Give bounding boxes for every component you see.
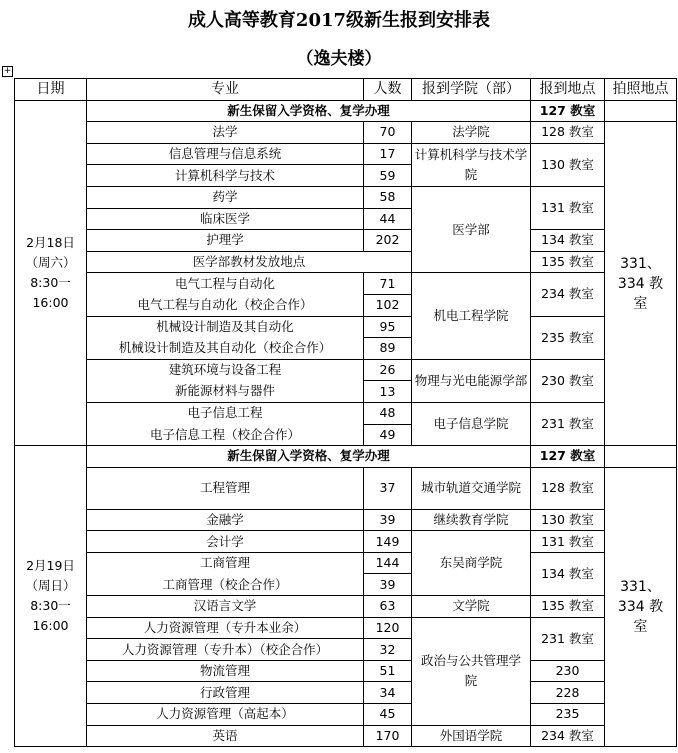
header-count: 人数 (364, 79, 412, 101)
major: 机械设计制造及其自动化（校企合作） (87, 338, 364, 360)
major: 电子信息工程（校企合作） (87, 424, 364, 446)
count: 170 (364, 725, 412, 746)
special-room: 127 教室 (531, 446, 605, 468)
weekday: （周日） (25, 577, 76, 593)
major: 建筑环境与设备工程 (87, 359, 364, 381)
major: 行政管理 (87, 682, 364, 704)
header-major: 专业 (87, 79, 364, 101)
table-row (15, 467, 677, 509)
document-title: 成人高等教育2017级新生报到安排表 (187, 10, 491, 31)
major: 临床医学 (87, 208, 364, 230)
count: 149 (364, 531, 412, 553)
major: 工程管理 (87, 467, 364, 509)
room: 231 教室 (531, 617, 605, 660)
document-subtitle: （逸夫楼） (296, 49, 382, 69)
major: 汉语言文学 (87, 596, 364, 618)
count: 13 (364, 381, 412, 403)
special-label: 新生保留入学资格、复学办理 (87, 446, 531, 468)
photo-room: 331、334 教室 (605, 467, 677, 746)
count: 51 (364, 660, 412, 682)
table-row (15, 230, 677, 252)
schedule-table (14, 78, 677, 747)
table-row (15, 725, 677, 746)
major: 计算机科学与技术 (87, 165, 364, 187)
major: 金融学 (87, 509, 364, 531)
count: 32 (364, 639, 412, 661)
room: 231 教室 (531, 402, 605, 445)
major: 人力资源管理（专升本业余） (87, 617, 364, 639)
college: 物理与光电能源学部 (412, 359, 531, 402)
header-date: 日期 (15, 79, 87, 101)
table-row (15, 509, 677, 531)
table-row (15, 100, 677, 122)
major: 会计学 (87, 531, 364, 553)
date: 2月18日 (26, 234, 75, 250)
header-photo: 拍照地点 (605, 79, 677, 101)
room: 134 教室 (531, 552, 605, 595)
major: 药学 (87, 186, 364, 208)
count: 34 (364, 682, 412, 704)
room: 235 (531, 704, 605, 726)
time-end: 16:00 (32, 617, 69, 633)
count: 58 (364, 186, 412, 208)
major: 物流管理 (87, 660, 364, 682)
major: 电子信息工程 (87, 402, 364, 424)
header-college: 报到学院（部） (412, 79, 531, 101)
table-move-handle-icon[interactable]: + (3, 66, 12, 76)
room: 128 教室 (531, 122, 605, 144)
room: 135 教室 (531, 596, 605, 618)
table-row (15, 596, 677, 618)
college: 机电工程学院 (412, 273, 531, 359)
table-row (15, 273, 677, 295)
count: 102 (364, 294, 412, 316)
count: 39 (364, 509, 412, 531)
major: 电气工程与自动化 (87, 273, 364, 295)
table-row (15, 617, 677, 639)
room: 130 教室 (531, 509, 605, 531)
room: 234 教室 (531, 725, 605, 746)
photo-room: 331、334 教室 (605, 122, 677, 446)
table-row (15, 251, 677, 273)
time-start: 8:30一 (30, 274, 71, 290)
college: 医学部 (412, 186, 531, 272)
major: 电气工程与自动化（校企合作） (87, 294, 364, 316)
table-row (15, 660, 677, 682)
major: 新能源材料与器件 (87, 381, 364, 403)
room: 228 (531, 682, 605, 704)
count: 39 (364, 574, 412, 596)
table-row (15, 316, 677, 338)
college: 外国语学院 (412, 725, 531, 746)
college: 电子信息学院 (412, 402, 531, 445)
college: 东吴商学院 (412, 531, 531, 596)
count: 144 (364, 552, 412, 574)
major: 信息管理与信息系统 (87, 143, 364, 165)
date-cell (15, 100, 87, 446)
room: 128 教室 (531, 467, 605, 509)
photo-empty (605, 446, 677, 468)
major: 医学部教材发放地点 (87, 251, 412, 273)
major: 工商管理（校企合作） (87, 574, 364, 596)
table-row (15, 531, 677, 553)
room: 130 教室 (531, 143, 605, 186)
major: 机械设计制造及其自动化 (87, 316, 364, 338)
count: 26 (364, 359, 412, 381)
count: 45 (364, 704, 412, 726)
college: 计算机科学与技术学院 (412, 143, 531, 186)
count: 63 (364, 596, 412, 618)
special-label: 新生保留入学资格、复学办理 (87, 100, 531, 122)
college: 继续教育学院 (412, 509, 531, 531)
count: 202 (364, 230, 412, 252)
count: 95 (364, 316, 412, 338)
date: 2月19日 (26, 557, 75, 573)
college: 法学院 (412, 122, 531, 144)
weekday: （周六） (25, 254, 76, 270)
table-row (15, 122, 677, 144)
header-location: 报到地点 (531, 79, 605, 101)
count: 48 (364, 402, 412, 424)
room: 230 (531, 660, 605, 682)
table-row (15, 402, 677, 424)
major: 护理学 (87, 230, 364, 252)
college: 政治与公共管理学院 (412, 617, 531, 725)
time-end: 16:00 (32, 294, 69, 310)
room: 134 教室 (531, 230, 605, 252)
header-row (15, 79, 677, 101)
count: 59 (364, 165, 412, 187)
count: 71 (364, 273, 412, 295)
major: 法学 (87, 122, 364, 144)
count: 49 (364, 424, 412, 446)
special-room: 127 教室 (531, 100, 605, 122)
count: 44 (364, 208, 412, 230)
room: 234 教室 (531, 273, 605, 316)
count: 37 (364, 467, 412, 509)
count: 17 (364, 143, 412, 165)
table-row (15, 704, 677, 726)
table-row (15, 446, 677, 468)
count: 70 (364, 122, 412, 144)
table-row (15, 359, 677, 381)
date-cell (15, 446, 87, 747)
table-row (15, 186, 677, 208)
room: 235 教室 (531, 316, 605, 359)
room: 230 教室 (531, 359, 605, 402)
count: 89 (364, 338, 412, 360)
college: 城市轨道交通学院 (412, 467, 531, 509)
major: 人力资源管理（高起本） (87, 704, 364, 726)
college: 文学院 (412, 596, 531, 618)
room: 131 教室 (531, 186, 605, 229)
room: 131 教室 (531, 531, 605, 553)
photo-empty (605, 100, 677, 122)
time-start: 8:30一 (30, 597, 71, 613)
table-row (15, 682, 677, 704)
major: 人力资源管理（专升本）（校企合作） (87, 639, 364, 661)
room: 135 教室 (531, 251, 605, 273)
table-row (15, 143, 677, 165)
table-row (15, 552, 677, 574)
major: 工商管理 (87, 552, 364, 574)
count: 120 (364, 617, 412, 639)
major: 英语 (87, 725, 364, 746)
